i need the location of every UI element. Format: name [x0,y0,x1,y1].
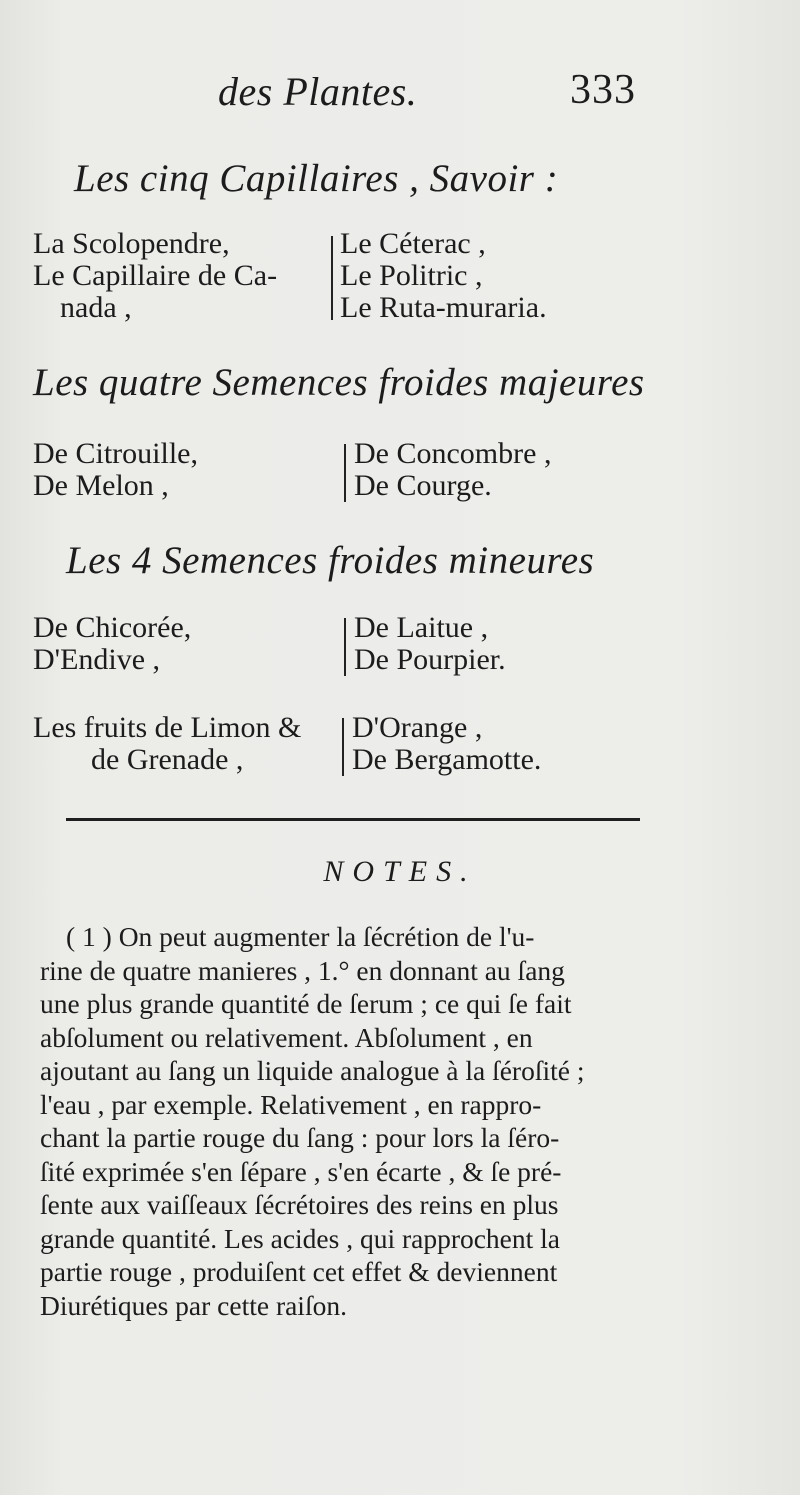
fruits-right-column [352,712,541,776]
note-line: grande quantité. Les acides , qui rapprochent la [40,1222,561,1254]
note-line: abſolument ou relativement. Abſolument , en [40,1021,533,1053]
mineures-left-column [33,612,191,676]
note-line: ajoutant au ſang un liquide analogue à la ſéroſité ; [40,1055,585,1086]
page-number: 333 [570,67,636,113]
list-item: Le Capillaire de Ca- [33,259,278,292]
note-line: ( 1 ) On peut augmenter la ſécrétion de l'u- [66,921,535,952]
column-divider [342,718,344,776]
list-item: D'Endive , [33,643,161,676]
note-line: ſente aux vaiſſeaux ſécrétoires des reins en plus [40,1189,559,1220]
note-line: chant la partie rouge du ſang : pour lors la ſéro- [40,1122,560,1153]
list-item: De Pourpier. [354,643,506,676]
list-item: de Grenade , [91,743,244,776]
list-item: Le Céterac , [340,227,486,260]
note-line: ſité exprimée s'en ſépare , s'en écarte , & ſe pré- [40,1155,562,1187]
list-item: La Scolopendre, [33,227,230,260]
capillaires-heading: Les cinq Capillaires , Savoir : [74,157,559,200]
note-paragraph [40,920,660,1322]
list-item: De Courge. [354,469,492,502]
list-item: Le Politric , [340,259,483,292]
list-item: nada , [60,291,132,324]
notes-title: NOTES. [323,855,477,888]
fruits-left-column [33,712,301,776]
list-item: De Citrouille, [33,437,198,470]
list-item: De Laitue , [354,611,489,644]
section-divider-rule [66,818,640,821]
column-divider [331,236,333,320]
list-item: Le Ruta-muraria. [340,291,547,324]
note-line: rine de quatre manieres , 1.° en donnant au ſang [40,954,565,986]
list-item: De Melon , [33,469,169,502]
column-divider [344,618,346,676]
note-line: partie rouge , produiſent cet effet & deviennent [40,1256,558,1287]
majeures-right-column [354,438,551,502]
semences-majeures-heading: Les quatre Semences froides majeures [33,361,645,404]
note-line: une plus grande quantité de ſerum ; ce qui ſe fait [40,988,572,1019]
running-head: des Plantes. [218,69,418,114]
majeures-left-column [33,438,198,502]
semences-mineures-heading: Les 4 Semences froides mineures [66,539,595,582]
list-item: De Concombre , [354,437,552,470]
list-item: De Bergamotte. [352,743,542,776]
list-item: Les fruits de Limon & [33,711,302,744]
list-item: De Chicorée, [33,611,192,644]
note-line: Diurétiques par cette raiſon. [40,1289,347,1321]
column-divider [344,444,346,502]
capillaires-left-column [33,228,277,324]
note-line: l'eau , par exemple. Relativement , en rappro- [40,1088,542,1120]
capillaires-right-column [340,228,547,324]
list-item: D'Orange , [352,711,483,744]
mineures-right-column [354,612,506,676]
